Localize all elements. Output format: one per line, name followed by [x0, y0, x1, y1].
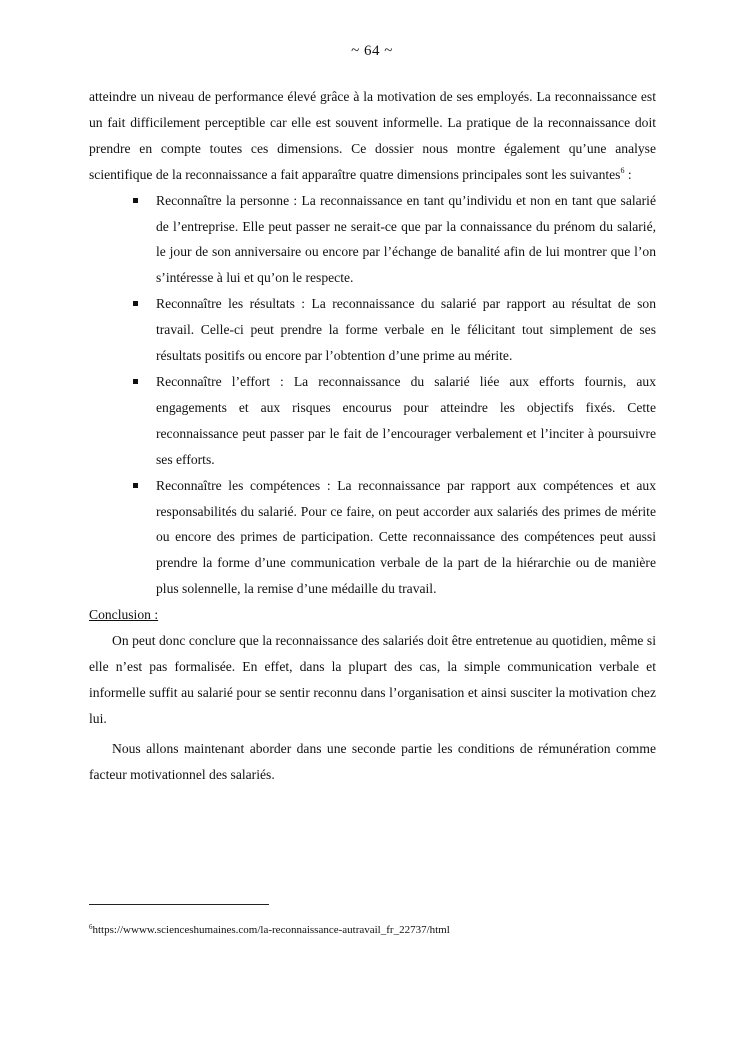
- list-item-text: Reconnaître la personne : La reconnaissance en tant qu’individu et non en tant que salarié de l’entreprise. Elle peut passer ne serait-ce que par la connaissance du prénom du salarié, le jour de son anniversaire ou encore par l’échange de banalité afin de lui montrer que l’on s’intéresse à lui et qu’on le respecte.: [156, 192, 656, 286]
- document-body: [89, 84, 656, 787]
- intro-suffix: :: [624, 166, 632, 182]
- list-item-person: [156, 188, 656, 292]
- intro-paragraph: [89, 84, 656, 188]
- list-item-skills: [156, 473, 656, 603]
- conclusion-heading: Conclusion :: [89, 607, 159, 623]
- footnote-link[interactable]: https://wwww.scienceshumaines.com/la-reconnaissance-autravail_fr_22737/html: [92, 924, 450, 936]
- list-item-text: Reconnaître les résultats : La reconnaissance du salarié par rapport au résultat de son travail. Celle-ci peut prendre la forme verbale en le félicitant tout simplement de ses résultats positifs ou encore par l’obtention d’une prime au mérite.: [156, 296, 656, 364]
- square-bullet-icon: [133, 198, 138, 203]
- footnote: [89, 923, 450, 937]
- footnote-number: 6: [89, 923, 93, 931]
- square-bullet-icon: [133, 379, 138, 384]
- intro-text: atteindre un niveau de performance élevé grâce à la motivation de ses employés. La reconnaissance est un fait difficilement perceptible car elle est souvent informelle. La pratique de la reconnaissance doit prendre en compte toutes ces dimensions. Ce dossier nous montre également qu’une analyse scientifique de la reconnaissance a fait apparaître quatre dimensions principales sont les suivantes: [89, 89, 656, 182]
- list-item-text: Reconnaître l’effort : La reconnaissance du salarié liée aux efforts fournis, aux engagements et aux risques encourus pour atteindre les objectifs fixés. Cette reconnaissance peut passer par le fait de l’encourager verbalement et l’inciter à poursuivre ses efforts.: [156, 373, 656, 467]
- conclusion-paragraph-1: On peut donc conclure que la reconnaissance des salariés doit être entretenue au quotidien, même si elle n’est pas formalisée. En effet, dans la plupart des cas, la simple communication verbale et informelle suffit au salarié pour se sentir reconnu dans l’organisation et ainsi susciter la motivation chez lui.: [89, 633, 656, 726]
- list-item-text: Reconnaître les compétences : La reconnaissance par rapport aux compétences et aux responsabilités du salarié. Pour ce faire, on peut accorder aux salariés des primes de mérite ou encore des primes de participation. Cette reconnaissance des compétences peut aussi prendre la forme d’une communication verbale de la part de la hiérarchie ou de manière plus solennelle, la remise d’une médaille du travail.: [156, 477, 656, 597]
- list-item-results: [156, 291, 656, 369]
- dimensions-list: [89, 188, 656, 603]
- conclusion-paragraph-2: Nous allons maintenant aborder dans une seconde partie les conditions de rémunération comme facteur motivationnel des salariés.: [89, 740, 656, 782]
- page-number: ~ 64 ~: [351, 43, 393, 59]
- list-item-effort: [156, 369, 656, 473]
- footnote-reference[interactable]: 6: [620, 165, 625, 175]
- square-bullet-icon: [133, 301, 138, 306]
- square-bullet-icon: [133, 483, 138, 488]
- footnote-divider: [89, 904, 269, 905]
